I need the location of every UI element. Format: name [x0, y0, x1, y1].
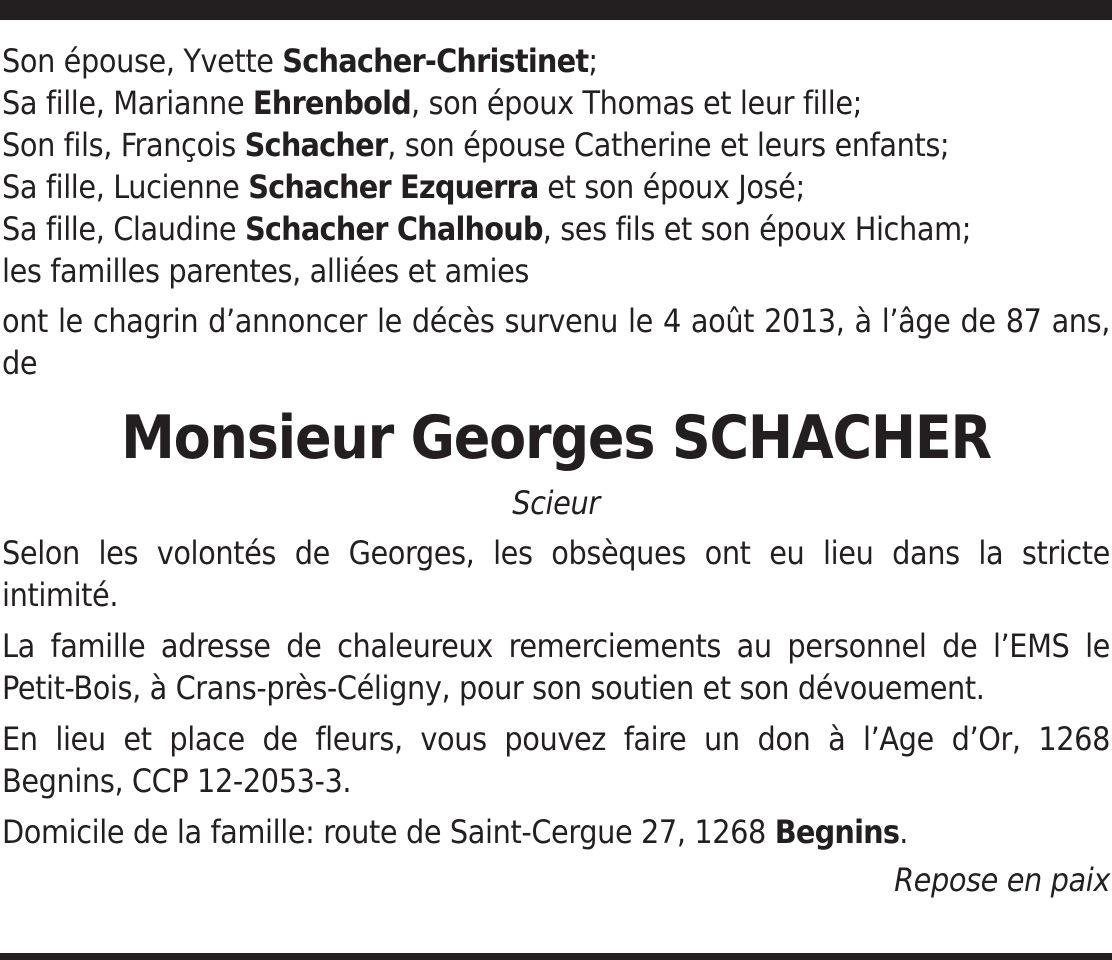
domicile-town: Begnins — [774, 813, 900, 851]
deceased-name: Monsieur Georges SCHACHER — [121, 403, 991, 473]
funeral-paragraph: Selon les volontés de Georges, les obsèques ont eu lieu dans la stricte intimité. — [2, 534, 1110, 614]
family-surname: Schacher — [244, 126, 388, 164]
top-border-rule — [0, 0, 1112, 20]
family-surname: Ehrenbold — [252, 84, 411, 122]
family-surname: Schacher-Christinet — [282, 42, 589, 80]
family-surname: Schacher Chalhoub — [244, 210, 543, 248]
family-surname: Schacher Ezquerra — [248, 168, 539, 206]
deceased-occupation: Scieur — [512, 484, 600, 522]
announcement-text: ont le chagrin d’annoncer le décès survenu le 4 août 2013, à l’âge de 87 ans, de — [2, 302, 1110, 382]
obituary-notice — [2, 40, 1110, 901]
thanks-paragraph: La famille adresse de chaleureux remerciements au personnel de l’EMS le Petit-Bois, à Crans-près-Céligny, pour son soutien et son dévouement. — [2, 627, 1110, 707]
family-line-relatives: les familles parentes, alliées et amies — [2, 252, 529, 290]
family-list — [2, 40, 1110, 292]
bottom-border-rule — [0, 953, 1112, 960]
family-line-son-francois: Son fils, François Schacher, son épouse Catherine et leurs enfants; — [2, 126, 950, 164]
family-line-daughter-marianne: Sa fille, Marianne Ehrenbold, son époux Thomas et leur fille; — [2, 84, 862, 122]
donation-paragraph: En lieu et place de fleurs, vous pouvez faire un don à l’Age d’Or, 1268 Begnins, CCP 12-2053-3. — [2, 720, 1110, 800]
family-line-wife: Son épouse, Yvette Schacher-Christinet; — [2, 42, 598, 80]
closing-phrase: Repose en paix — [894, 861, 1110, 899]
family-line-daughter-claudine: Sa fille, Claudine Schacher Chalhoub, ses fils et son époux Hicham; — [2, 210, 972, 248]
family-line-daughter-lucienne: Sa fille, Lucienne Schacher Ezquerra et son époux José; — [2, 168, 805, 206]
domicile-line: Domicile de la famille: route de Saint-Cergue 27, 1268 Begnins. — [2, 813, 908, 851]
